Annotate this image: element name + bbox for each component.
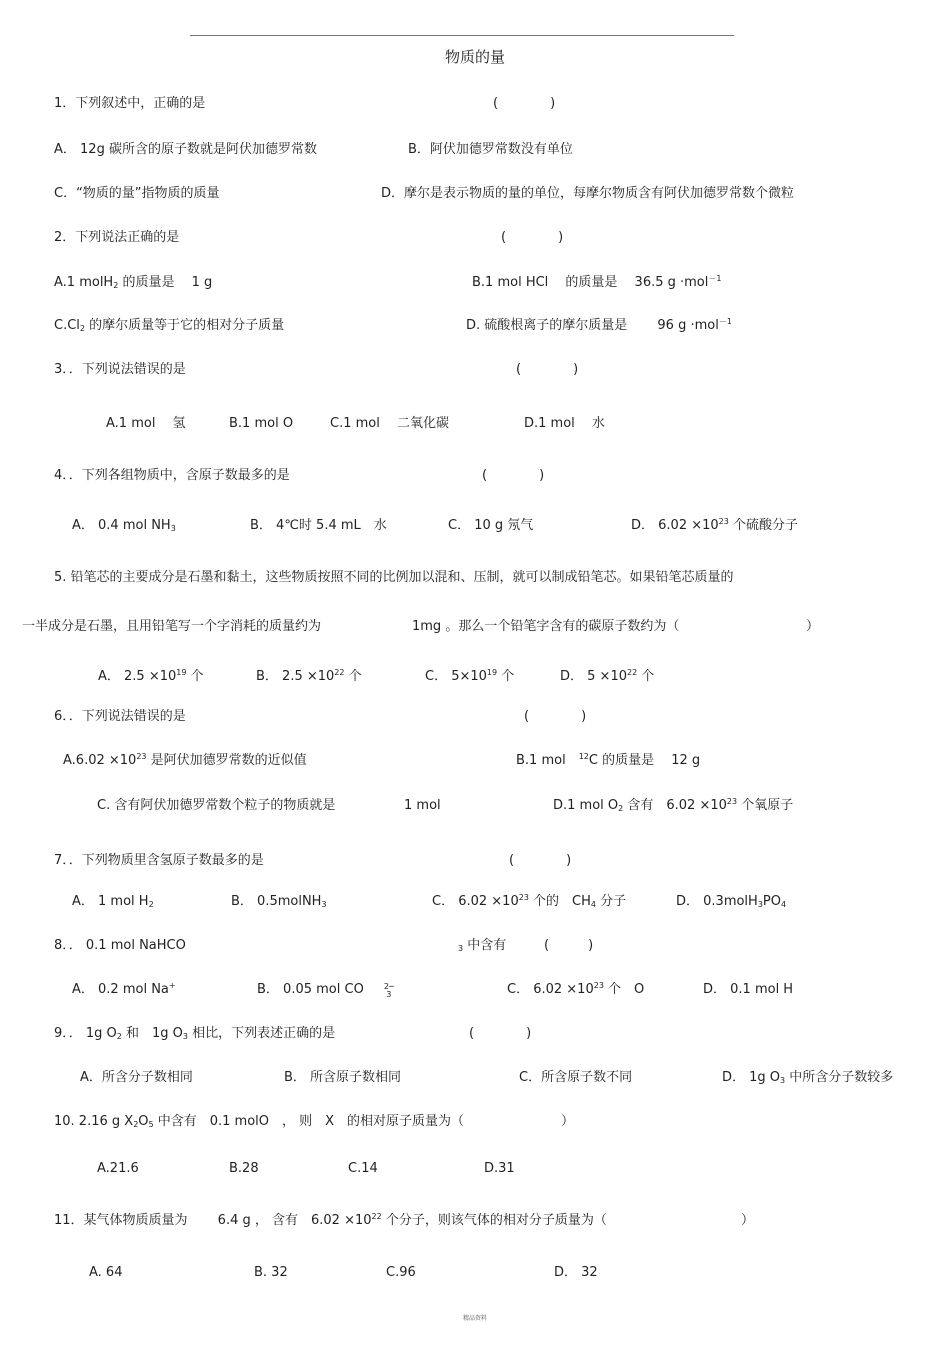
question-2-option-b: B.1 mol HCl 的质量是 36.5 g ·mol$^{-1}$ bbox=[472, 274, 722, 290]
question-2-stem: 2．下列说法正确的是 bbox=[54, 230, 180, 245]
question-6-option-a: $A.6.02 \times 10^{23}$ 是阿伏加德罗常数的近似值 bbox=[63, 752, 307, 768]
question-10-option-d: D.31 bbox=[484, 1161, 515, 1176]
question-4-option-a: A． 0.4 mol $NH_3$ bbox=[72, 518, 176, 533]
question-10-answer-paren: ） bbox=[561, 1114, 575, 1129]
question-1-answer-paren: ( ) bbox=[493, 96, 556, 111]
question-3-option-a: A.1 mol 氢 bbox=[106, 416, 186, 431]
question-11-option-d: D． 32 bbox=[554, 1265, 598, 1280]
question-6-stem: 6．．下列说法错误的是 bbox=[54, 709, 186, 724]
question-10-option-c: C.14 bbox=[348, 1161, 378, 1176]
question-9-option-a: A．所含分子数相同 bbox=[80, 1070, 193, 1085]
question-5-option-c: C． $5\times 10^{19}$ 个 bbox=[425, 668, 515, 684]
question-11-option-b: B. 32 bbox=[254, 1265, 288, 1280]
question-5-option-d: D． $5 \times 10^{22}$ 个 bbox=[560, 668, 655, 684]
question-9-option-d: D． 1g $O_3$ 中所含分子数较多 bbox=[722, 1070, 894, 1085]
question-11-option-c: C.96 bbox=[386, 1265, 416, 1280]
question-3-option-d: D.1 mol 水 bbox=[524, 416, 605, 431]
question-8-option-a: A． 0.2 mol Na+ bbox=[72, 981, 176, 997]
question-2-option-a: A.1 molH$_2$ 的质量是 1 g bbox=[54, 275, 213, 290]
question-7-option-b: B． 0.5molNH$_3$ bbox=[231, 894, 327, 909]
question-10-stem: 10. 2.16 g $X_2O_5$ 中含有 0.1 molO ， 则 X 的相对原子质量为（ bbox=[54, 1114, 465, 1129]
question-9-option-b: B． 所含原子数相同 bbox=[284, 1070, 402, 1085]
question-4-stem: 4．．下列各组物质中，含原子数最多的是 bbox=[54, 468, 290, 483]
question-11-option-a: A. 64 bbox=[89, 1265, 123, 1280]
question-7-stem: 7．．下列物质里含氢原子数最多的是 bbox=[54, 853, 264, 868]
question-3-option-b: B.1 mol O bbox=[229, 416, 294, 431]
question-10-option-a: A.21.6 bbox=[97, 1161, 139, 1176]
question-6-option-c-value: 1 mol bbox=[404, 798, 441, 813]
question-4-option-d: D． $6.02 \times 10^{23}$ 个硫酸分子 bbox=[631, 517, 798, 533]
question-8-answer-paren: ( ) bbox=[544, 938, 594, 953]
question-1-stem: 1．下列叙述中，正确的是 bbox=[54, 96, 206, 111]
question-2-answer-paren: ( ) bbox=[501, 230, 564, 245]
question-7-option-a: A． 1 mol $H_2$ bbox=[72, 894, 154, 909]
question-8-option-d: D． 0.1 mol H bbox=[703, 982, 794, 997]
question-5-stem-line-2-tail: 1mg 。那么一个铅笔字含有的碳原子数约为（ bbox=[412, 619, 680, 634]
question-4-answer-paren: ( ) bbox=[482, 468, 545, 483]
question-7-option-c: C． $6.02 \times 10^{23}$ 个的 $CH_4$ 分子 bbox=[432, 893, 627, 909]
question-1-option-d: D．摩尔是表示物质的量的单位，每摩尔物质含有阿伏加德罗常数个微粒 bbox=[381, 186, 795, 201]
question-3-option-c: C.1 mol 二氧化碳 bbox=[330, 416, 449, 431]
question-9-answer-paren: ( ) bbox=[469, 1026, 532, 1041]
question-4-option-c: C． 10 g 氖气 bbox=[448, 518, 534, 533]
question-2-option-c: $C.Cl_2$ 的摩尔质量等于它的相对分子质量 bbox=[54, 318, 285, 333]
question-3-stem: 3．．下列说法错误的是 bbox=[54, 362, 186, 377]
question-5-option-b: B． $2.5 \times 10^{22}$ 个 bbox=[256, 668, 362, 684]
question-9-option-c: C．所含原子数不同 bbox=[519, 1070, 633, 1085]
question-4-option-b: B． 4℃时 5.4 mL 水 bbox=[250, 518, 387, 533]
question-6-option-d: D.1 mol $O_2$ 含有 $6.02 \times 10^{23}$ 个氧原子 bbox=[553, 797, 794, 813]
question-2-option-d: D. 硫酸根离子的摩尔质量是 96 g ·mol$^{-1}$ bbox=[466, 317, 732, 333]
question-1-option-a: A． 12g 碳所含的原子数就是阿伏加德罗常数 bbox=[54, 142, 317, 157]
question-6-option-c: C. 含有阿伏加德罗常数个粒子的物质就是 bbox=[97, 798, 336, 813]
page-footer: 精品资料 bbox=[462, 1315, 487, 1322]
question-9-stem: 9．． 1g $O_2$ 和 1g $O_3$ 相比，下列表述正确的是 bbox=[54, 1026, 336, 1041]
page-title: 物质的量 bbox=[444, 48, 505, 66]
question-8-stem: 8．． 0.1 mol NaHCO bbox=[54, 938, 186, 953]
question-1-option-c: C．“物质的量”指物质的质量 bbox=[54, 186, 220, 201]
question-7-answer-paren: ( ) bbox=[509, 853, 572, 868]
question-11-answer-paren: ） bbox=[741, 1213, 755, 1228]
question-8-stem-tail: $_3$ 中含有 bbox=[458, 938, 507, 953]
question-10-option-b: B.28 bbox=[229, 1161, 259, 1176]
question-6-option-b: B.1 mol $^{12}$C 的质量是 12 g bbox=[516, 752, 701, 768]
question-8-option-b: B． 0.05 mol CO 2─ 3 bbox=[257, 982, 394, 999]
question-5-option-a: A． $2.5 \times 10^{19}$ 个 bbox=[98, 668, 204, 684]
question-5-stem-line-1: 5. 铅笔芯的主要成分是石墨和黏土，这些物质按照不同的比例加以混和、压制，就可以制成铅笔芯。如果铅笔芯质量的 bbox=[54, 570, 734, 585]
question-1-option-b: B．阿伏加德罗常数没有单位 bbox=[408, 142, 573, 157]
question-7-option-d: D． $0.3molH_3PO_4$ bbox=[676, 894, 787, 909]
question-5-stem-line-2: 一半成分是石墨，且用铅笔写一个字消耗的质量约为 bbox=[22, 619, 322, 634]
question-11-stem: 11．某气体物质质量为 6.4 g ， 含有 $6.02 \times 10^{22}$ 个分子，则该气体的相对分子质量为（ bbox=[54, 1212, 607, 1228]
header-rule bbox=[190, 35, 734, 36]
question-6-answer-paren: ( ) bbox=[524, 709, 587, 724]
question-5-answer-paren: ） bbox=[806, 619, 820, 634]
question-8-option-c: C． $6.02 \times 10^{23}$ 个 O bbox=[507, 981, 645, 997]
question-3-answer-paren: ( ) bbox=[516, 362, 579, 377]
